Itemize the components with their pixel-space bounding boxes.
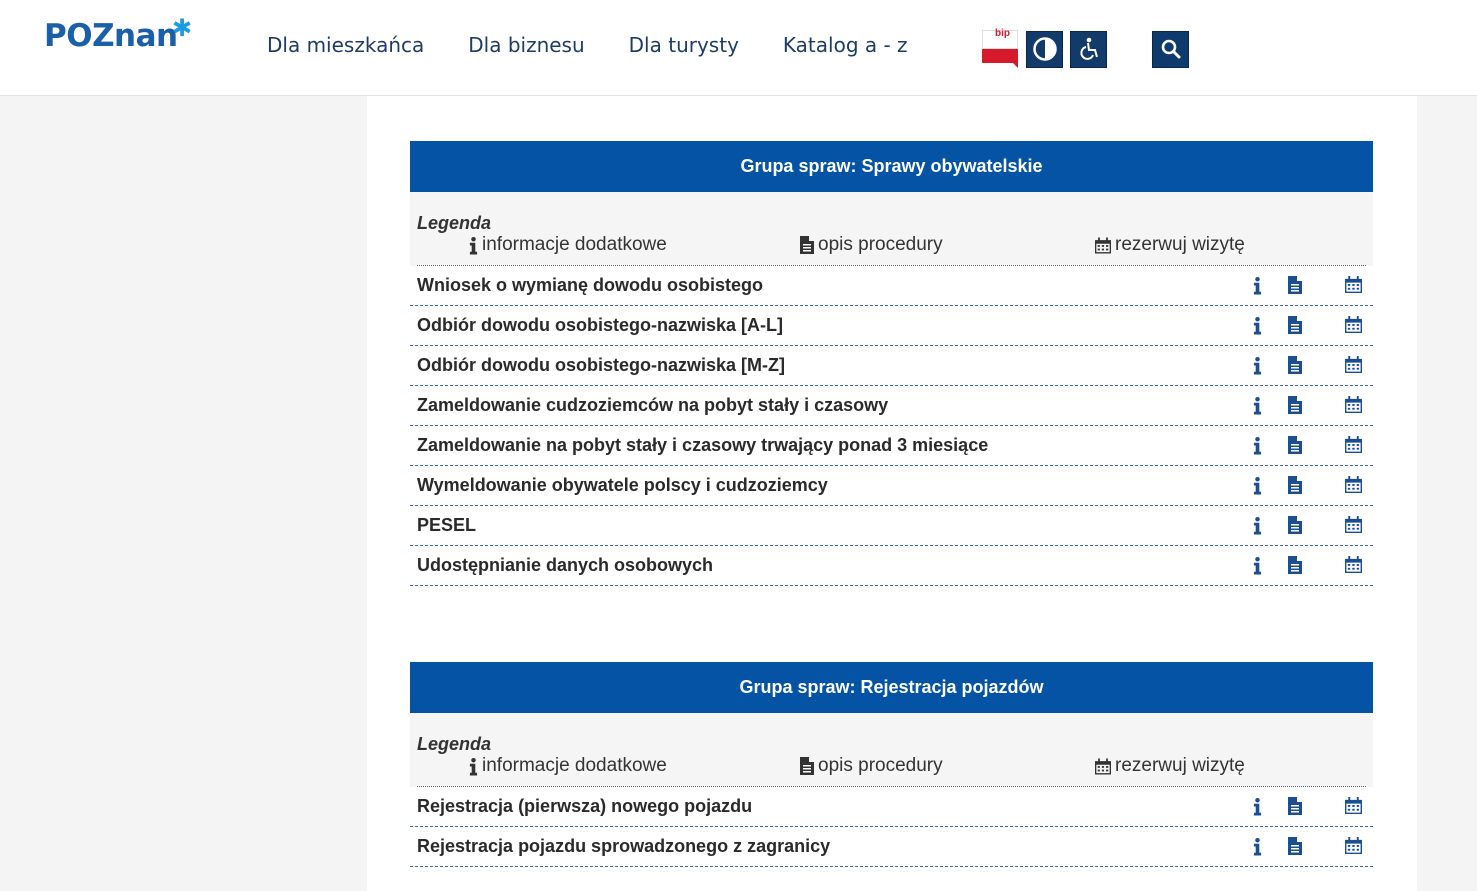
calendar-icon[interactable] [1345,797,1362,814]
calendar-icon[interactable] [1345,436,1362,453]
logo-star-icon: ✱ [172,14,192,42]
case-title: Wymeldowanie obywatele polscy i cudzoziemcy [417,475,828,495]
calendar-icon[interactable] [1345,516,1362,533]
document-icon[interactable] [1288,476,1302,494]
calendar-icon [1095,758,1111,775]
nav-item-residents[interactable]: Dla mieszkańca [267,33,425,57]
document-icon[interactable] [1288,797,1302,815]
logo-text: POZnan [44,18,178,54]
case-row [410,426,1373,466]
calendar-icon [1095,237,1111,254]
legend-reserve [1095,234,1245,256]
calendar-icon[interactable] [1345,476,1362,493]
header-tools [982,30,1196,68]
document-icon[interactable] [1288,316,1302,334]
case-row [410,466,1373,506]
info-icon[interactable] [1253,356,1262,375]
info-icon[interactable] [1253,316,1262,335]
info-icon [469,757,478,776]
document-icon[interactable] [1288,436,1302,454]
document-icon [800,757,814,775]
legend [410,192,1373,266]
main-nav [267,33,952,57]
legend-info [469,234,667,256]
calendar-icon[interactable] [1345,556,1362,573]
document-icon[interactable] [1288,516,1302,534]
case-row [410,266,1373,306]
legend-procedure-label: opis procedury [818,234,943,255]
accessibility-button[interactable] [1070,31,1107,68]
legend-info-label: informacje dodatkowe [482,755,667,776]
case-row [410,506,1373,546]
info-icon[interactable] [1253,797,1262,816]
info-icon[interactable] [1253,396,1262,415]
case-title: Odbiór dowodu osobistego-nazwiska [A-L] [417,315,783,335]
info-icon[interactable] [1253,476,1262,495]
document-icon[interactable] [1288,276,1302,294]
poznan-logo[interactable] [44,14,192,62]
document-icon[interactable] [1288,396,1302,414]
case-row [410,787,1373,827]
site-header [0,0,1477,96]
contrast-icon [1032,36,1058,62]
case-row [410,346,1373,386]
group-title: Grupa spraw: Rejestracja pojazdów [410,662,1373,713]
case-title: Zameldowanie cudzoziemców na pobyt stały i czasowy [417,395,889,415]
document-icon[interactable] [1288,556,1302,574]
info-icon[interactable] [1253,516,1262,535]
info-icon[interactable] [1253,556,1262,575]
case-title: Wniosek o wymianę dowodu osobistego [417,275,764,295]
calendar-icon[interactable] [1345,276,1362,293]
case-title: Rejestracja (pierwsza) nowego pojazdu [417,796,753,816]
calendar-icon[interactable] [1345,396,1362,413]
legend [410,713,1373,787]
info-icon[interactable] [1253,436,1262,455]
case-title: Udostępnianie danych osobowych [417,555,714,575]
case-row [410,386,1373,426]
case-list [410,266,1373,586]
search-icon [1160,38,1182,60]
bip-flag-icon[interactable] [982,30,1018,68]
legend-procedure-label: opis procedury [818,755,943,776]
legend-reserve [1095,755,1245,777]
bip-label: bip [995,28,1010,39]
case-title: PESEL [417,515,477,535]
legend-info [469,755,667,777]
case-row [410,306,1373,346]
legend-title: Legenda [417,213,492,233]
legend-title: Legenda [417,734,492,754]
legend-info-label: informacje dodatkowe [482,234,667,255]
legend-items [417,746,1366,787]
legend-procedure [800,234,943,256]
calendar-icon[interactable] [1345,316,1362,333]
search-button[interactable] [1152,31,1189,68]
legend-reserve-label: rezerwuj wizytę [1115,755,1245,776]
document-icon[interactable] [1288,356,1302,374]
legend-procedure [800,755,943,777]
info-icon[interactable] [1253,837,1262,856]
legend-reserve-label: rezerwuj wizytę [1115,234,1245,255]
calendar-icon[interactable] [1345,356,1362,373]
case-title: Zameldowanie na pobyt stały i czasowy trwający ponad 3 miesiące [417,435,989,455]
case-row [410,546,1373,586]
case-title: Odbiór dowodu osobistego-nazwiska [M-Z] [417,355,785,375]
document-icon[interactable] [1288,837,1302,855]
wheelchair-icon [1076,36,1102,62]
info-icon [469,236,478,255]
info-icon[interactable] [1253,276,1262,295]
legend-items [417,225,1366,266]
case-group-citizen [410,141,1373,586]
case-list [410,787,1373,867]
document-icon [800,236,814,254]
case-group-vehicles [410,662,1373,867]
case-row [410,827,1373,867]
contrast-button[interactable] [1026,31,1063,68]
nav-item-tourists[interactable]: Dla turysty [628,33,739,57]
nav-item-business[interactable]: Dla biznesu [468,33,585,57]
group-title: Grupa spraw: Sprawy obywatelskie [410,141,1373,192]
case-title: Rejestracja pojazdu sprowadzonego z zagranicy [417,836,831,856]
calendar-icon[interactable] [1345,837,1362,854]
nav-item-catalog[interactable]: Katalog a - z [782,33,908,57]
